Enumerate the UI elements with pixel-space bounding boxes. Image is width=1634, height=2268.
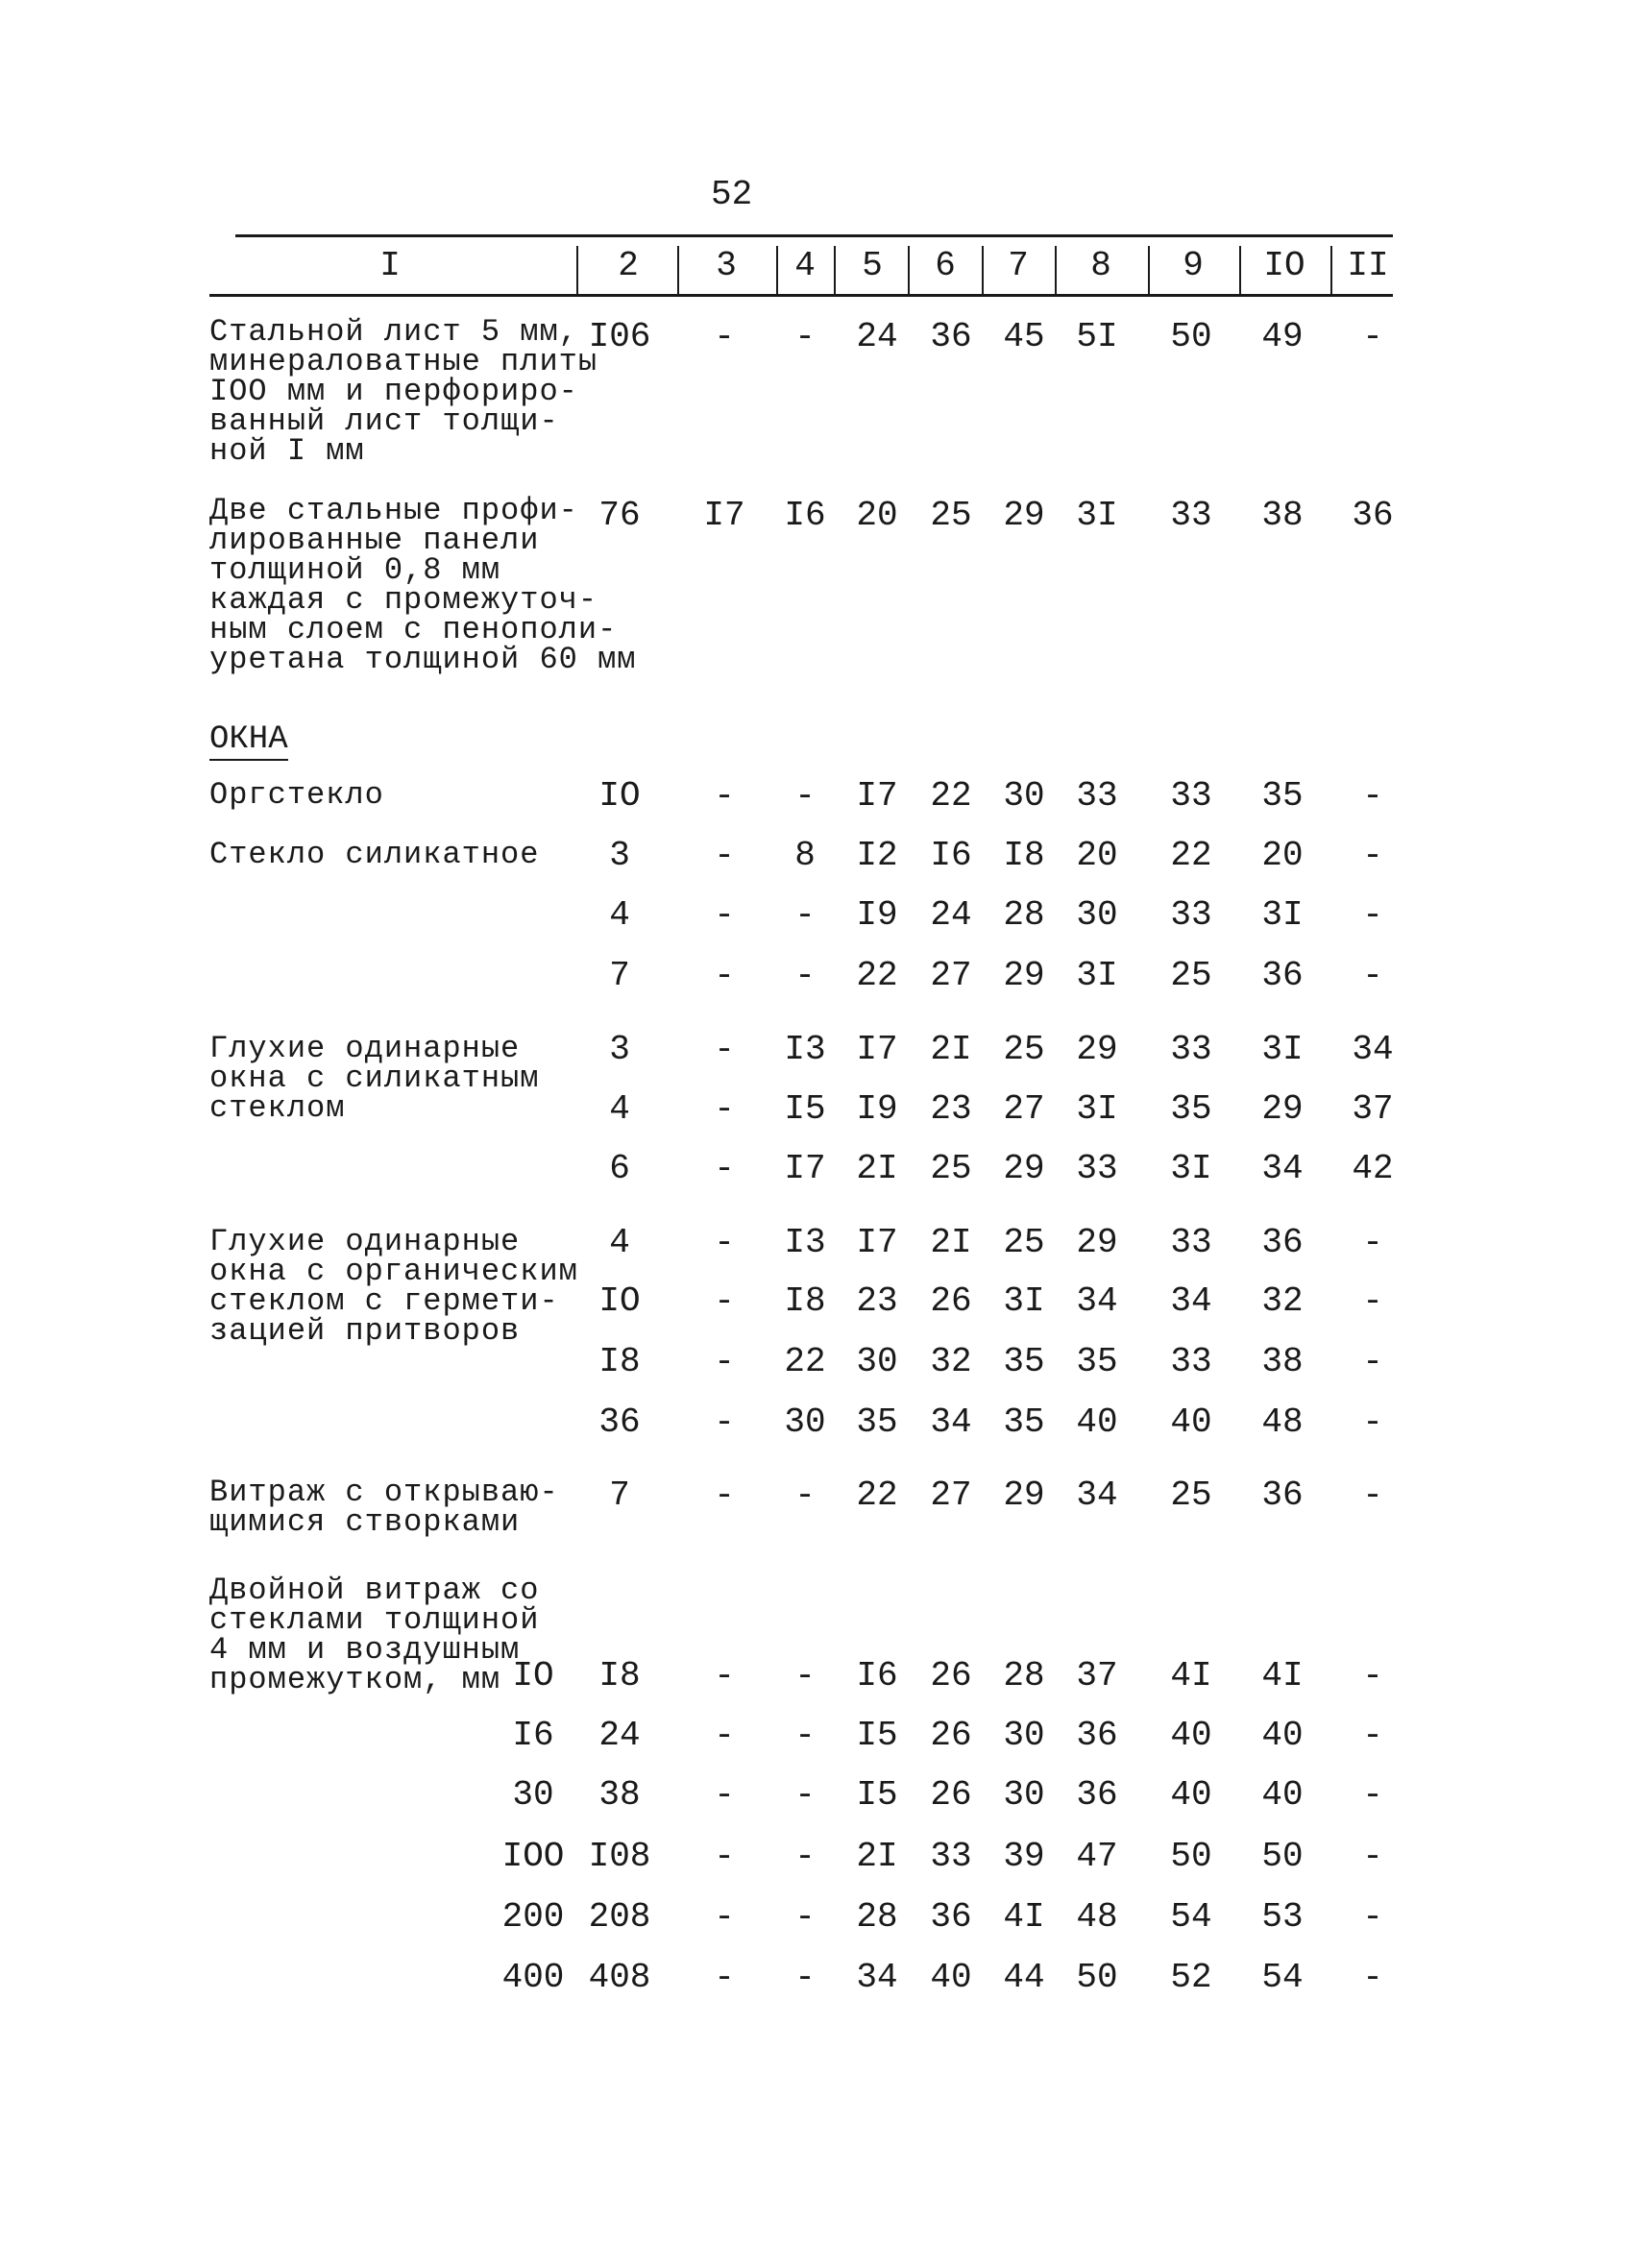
table-cell: 26 — [930, 1281, 972, 1321]
spacing-label: IOO — [501, 1837, 565, 1876]
table-cell: 3I — [1076, 496, 1118, 535]
header-divider — [576, 246, 578, 296]
table-cell: 3I — [1261, 1030, 1304, 1069]
table-cell: 29 — [1003, 1475, 1045, 1515]
table-cell: 8 — [794, 836, 816, 875]
table-cell: 36 — [1076, 1775, 1118, 1815]
table-cell: 3I — [1170, 1149, 1212, 1188]
table-cell: - — [794, 1837, 816, 1876]
table-cell: 49 — [1261, 317, 1304, 356]
table-cell: 30 — [1003, 776, 1045, 816]
row-description: Стекло силикатное — [209, 837, 540, 872]
table-cell: 4I — [1261, 1656, 1304, 1695]
spacing-label: 200 — [501, 1897, 565, 1937]
table-cell: - — [714, 956, 735, 995]
spacing-label: IO — [512, 1656, 554, 1695]
table-cell: - — [1362, 1897, 1383, 1937]
section-title: ОКНА — [209, 720, 288, 761]
table-cell: - — [714, 1402, 735, 1442]
table-cell: 3 — [609, 836, 630, 875]
table-cell: 40 — [1261, 1716, 1304, 1755]
table-cell: 25 — [1170, 1475, 1212, 1515]
table-cell: I5 — [856, 1716, 898, 1755]
table-cell: - — [1362, 317, 1383, 356]
table-cell: - — [1362, 956, 1383, 995]
table-cell: 3I — [1003, 1281, 1045, 1321]
table-cell: 26 — [930, 1775, 972, 1815]
header-divider — [982, 246, 984, 296]
table-cell: 28 — [856, 1897, 898, 1937]
table-cell: 52 — [1170, 1958, 1212, 1997]
table-cell: 38 — [1261, 496, 1304, 535]
table-cell: - — [1362, 895, 1383, 935]
table-cell: 40 — [930, 1958, 972, 1997]
table-cell: 408 — [588, 1958, 651, 1997]
table-cell: 28 — [1003, 1656, 1045, 1695]
table-cell: 37 — [1352, 1089, 1394, 1129]
table-cell: 23 — [856, 1281, 898, 1321]
table-cell: 38 — [598, 1775, 641, 1815]
table-cell: - — [794, 1775, 816, 1815]
table-cell: 33 — [1170, 1223, 1212, 1262]
table-cell: 34 — [1076, 1475, 1118, 1515]
table-cell: 50 — [1170, 317, 1212, 356]
table-cell: I5 — [784, 1089, 826, 1129]
table-cell: 23 — [930, 1089, 972, 1129]
row-description: Глухие одинарные окна с органическим стеклом с гермети- зацией притворов — [209, 1224, 578, 1349]
table-cell: 4I — [1170, 1656, 1212, 1695]
table-cell: I8 — [784, 1281, 826, 1321]
column-header-10: IO — [1263, 246, 1305, 285]
table-cell: - — [714, 1223, 735, 1262]
table-cell: 33 — [1170, 1342, 1212, 1381]
table-cell: - — [1362, 836, 1383, 875]
table-cell: - — [714, 1958, 735, 1997]
column-header-1: I — [379, 246, 401, 285]
table-cell: 76 — [598, 496, 641, 535]
table-cell: 54 — [1261, 1958, 1304, 1997]
table-cell: 30 — [1003, 1775, 1045, 1815]
table-cell: - — [714, 1716, 735, 1755]
table-cell: I3 — [784, 1223, 826, 1262]
table-cell: 34 — [856, 1958, 898, 1997]
table-cell: 30 — [1076, 895, 1118, 935]
table-cell: 4 — [609, 1089, 630, 1129]
table-cell: 40 — [1170, 1402, 1212, 1442]
table-cell: 48 — [1076, 1897, 1118, 1937]
row-description: Стальной лист 5 мм, минераловатные плиты IOO мм и перфориро- ванный лист толщи- ной I мм — [209, 314, 598, 469]
table-cell: 45 — [1003, 317, 1045, 356]
table-cell: 35 — [1261, 776, 1304, 816]
table-cell: - — [714, 317, 735, 356]
table-cell: I6 — [856, 1656, 898, 1695]
table-cell: 34 — [930, 1402, 972, 1442]
table-cell: - — [794, 1897, 816, 1937]
table-cell: 29 — [1003, 496, 1045, 535]
table-cell: - — [714, 836, 735, 875]
table-cell: 35 — [1170, 1089, 1212, 1129]
header-divider — [677, 246, 679, 296]
table-cell: 36 — [1261, 956, 1304, 995]
table-cell: I2 — [856, 836, 898, 875]
table-cell: 4 — [609, 895, 630, 935]
table-cell: 40 — [1076, 1402, 1118, 1442]
table-cell: - — [1362, 1716, 1383, 1755]
table-cell: - — [794, 956, 816, 995]
table-cell: 22 — [930, 776, 972, 816]
table-cell: 35 — [1076, 1342, 1118, 1381]
table-cell: 27 — [930, 956, 972, 995]
table-cell: I5 — [856, 1775, 898, 1815]
table-cell: 7 — [609, 1475, 630, 1515]
table-cell: IO — [598, 1281, 641, 1321]
row-description: Двойной витраж со стеклами толщиной 4 мм и воздушным промежутком, мм — [209, 1573, 540, 1697]
table-cell: - — [714, 1149, 735, 1188]
column-header-4: 4 — [794, 246, 816, 285]
table-cell: 3I — [1076, 956, 1118, 995]
table-cell: - — [1362, 1402, 1383, 1442]
spacing-label: 400 — [501, 1958, 565, 1997]
table-cell: 36 — [1352, 496, 1394, 535]
table-cell: - — [1362, 1342, 1383, 1381]
table-cell: - — [1362, 1281, 1383, 1321]
table-cell: 38 — [1261, 1342, 1304, 1381]
table-cell: - — [794, 1958, 816, 1997]
table-cell: 26 — [930, 1656, 972, 1695]
table-cell: 20 — [1076, 836, 1118, 875]
column-header-6: 6 — [935, 246, 956, 285]
table-cell: - — [714, 1837, 735, 1876]
table-cell: 25 — [1170, 956, 1212, 995]
table-cell: 36 — [1261, 1223, 1304, 1262]
table-cell: I08 — [588, 1837, 651, 1876]
table-cell: I6 — [930, 836, 972, 875]
table-cell: - — [1362, 1223, 1383, 1262]
table-cell: 34 — [1261, 1149, 1304, 1188]
table-cell: - — [714, 895, 735, 935]
table-cell: 6 — [609, 1149, 630, 1188]
table-cell: I7 — [784, 1149, 826, 1188]
table-cell: 22 — [784, 1342, 826, 1381]
table-cell: 22 — [1170, 836, 1212, 875]
table-cell: IO — [598, 776, 641, 816]
table-cell: 33 — [1170, 496, 1212, 535]
table-cell: 34 — [1170, 1281, 1212, 1321]
table-cell: I7 — [856, 776, 898, 816]
table-cell: 40 — [1170, 1775, 1212, 1815]
table-cell: I6 — [784, 496, 826, 535]
table-cell: 48 — [1261, 1402, 1304, 1442]
header-divider — [1330, 246, 1332, 296]
table-cell: - — [714, 1897, 735, 1937]
table-cell: 28 — [1003, 895, 1045, 935]
header-divider — [834, 246, 836, 296]
table-cell: 42 — [1352, 1149, 1394, 1188]
table-cell: 2I — [930, 1223, 972, 1262]
table-cell: 32 — [930, 1342, 972, 1381]
table-cell: 29 — [1076, 1030, 1118, 1069]
table-cell: - — [1362, 1958, 1383, 1997]
table-cell: 22 — [856, 956, 898, 995]
table-cell: 35 — [856, 1402, 898, 1442]
row-description: Две стальные профи- лированные панели толщиной 0,8 мм каждая с промежуточ- ным слоем с пенополи- уретана толщиной 60 мм — [209, 493, 637, 677]
table-cell: 27 — [930, 1475, 972, 1515]
table-cell: 29 — [1003, 956, 1045, 995]
table-cell: 4I — [1003, 1897, 1045, 1937]
column-header-3: 3 — [716, 246, 737, 285]
table-cell: 24 — [598, 1716, 641, 1755]
table-cell: - — [1362, 1837, 1383, 1876]
table-cell: - — [714, 1475, 735, 1515]
table-cell: I8 — [598, 1342, 641, 1381]
table-cell: 4 — [609, 1223, 630, 1262]
table-cell: I06 — [588, 317, 651, 356]
table-cell: 50 — [1076, 1958, 1118, 1997]
table-cell: 25 — [930, 496, 972, 535]
table-cell: - — [794, 317, 816, 356]
table-top-rule — [235, 234, 1393, 237]
table-cell: 30 — [784, 1402, 826, 1442]
table-cell: 208 — [588, 1897, 651, 1937]
column-header-2: 2 — [618, 246, 639, 285]
table-cell: 29 — [1076, 1223, 1118, 1262]
column-header-8: 8 — [1090, 246, 1111, 285]
table-cell: - — [714, 1342, 735, 1381]
table-cell: - — [1362, 1656, 1383, 1695]
table-cell: 36 — [930, 317, 972, 356]
table-cell: 33 — [1076, 1149, 1118, 1188]
table-cell: 26 — [930, 1716, 972, 1755]
table-cell: I9 — [856, 1089, 898, 1129]
table-cell: 29 — [1003, 1149, 1045, 1188]
table-cell: - — [794, 1475, 816, 1515]
spacing-label: 30 — [512, 1775, 554, 1815]
table-cell: 33 — [1170, 776, 1212, 816]
table-cell: I7 — [703, 496, 745, 535]
table-cell: 47 — [1076, 1837, 1118, 1876]
table-cell: 5I — [1076, 317, 1118, 356]
row-description: Глухие одинарные окна с силикатным стеклом — [209, 1031, 540, 1126]
table-cell: I8 — [1003, 836, 1045, 875]
table-cell: I9 — [856, 895, 898, 935]
table-cell: - — [714, 776, 735, 816]
column-header-9: 9 — [1183, 246, 1204, 285]
table-cell: 36 — [930, 1897, 972, 1937]
table-cell: - — [1362, 776, 1383, 816]
table-cell: - — [714, 1656, 735, 1695]
header-bottom-rule — [209, 294, 1393, 297]
table-cell: 34 — [1352, 1030, 1394, 1069]
table-cell: 39 — [1003, 1837, 1045, 1876]
table-cell: 22 — [856, 1475, 898, 1515]
table-cell: 27 — [1003, 1089, 1045, 1129]
table-cell: 50 — [1170, 1837, 1212, 1876]
table-cell: - — [794, 1656, 816, 1695]
table-cell: 2I — [856, 1149, 898, 1188]
table-cell: 25 — [930, 1149, 972, 1188]
table-cell: 7 — [609, 956, 630, 995]
table-cell: 35 — [1003, 1402, 1045, 1442]
table-cell: - — [794, 1716, 816, 1755]
table-cell: 20 — [856, 496, 898, 535]
table-cell: 34 — [1076, 1281, 1118, 1321]
table-cell: - — [714, 1775, 735, 1815]
table-cell: - — [1362, 1475, 1383, 1515]
table-cell: 30 — [856, 1342, 898, 1381]
table-cell: - — [714, 1089, 735, 1129]
page-number: 52 — [711, 175, 753, 214]
row-description: Оргстекло — [209, 777, 384, 813]
table-cell: I7 — [856, 1223, 898, 1262]
table-cell: I7 — [856, 1030, 898, 1069]
table-cell: 33 — [1170, 1030, 1212, 1069]
table-cell: 32 — [1261, 1281, 1304, 1321]
spacing-label: I6 — [512, 1716, 554, 1755]
table-cell: - — [714, 1281, 735, 1321]
table-cell: 33 — [930, 1837, 972, 1876]
column-header-11: II — [1347, 246, 1389, 285]
header-divider — [908, 246, 910, 296]
column-header-7: 7 — [1008, 246, 1029, 285]
table-cell: 3I — [1261, 895, 1304, 935]
table-cell: 40 — [1170, 1716, 1212, 1755]
table-cell: 54 — [1170, 1897, 1212, 1937]
table-cell: 3I — [1076, 1089, 1118, 1129]
table-cell: 29 — [1261, 1089, 1304, 1129]
table-cell: I3 — [784, 1030, 826, 1069]
table-cell: 30 — [1003, 1716, 1045, 1755]
column-header-5: 5 — [862, 246, 883, 285]
table-cell: 50 — [1261, 1837, 1304, 1876]
table-cell: - — [1362, 1775, 1383, 1815]
table-cell: 24 — [856, 317, 898, 356]
table-cell: I8 — [598, 1656, 641, 1695]
table-cell: - — [714, 1030, 735, 1069]
table-cell: 33 — [1076, 776, 1118, 816]
table-cell: 37 — [1076, 1656, 1118, 1695]
table-cell: 35 — [1003, 1342, 1045, 1381]
table-cell: 44 — [1003, 1958, 1045, 1997]
table-cell: 2I — [856, 1837, 898, 1876]
table-cell: 3 — [609, 1030, 630, 1069]
table-cell: 36 — [598, 1402, 641, 1442]
table-cell: 20 — [1261, 836, 1304, 875]
header-divider — [1239, 246, 1241, 296]
table-cell: 53 — [1261, 1897, 1304, 1937]
table-cell: 25 — [1003, 1030, 1045, 1069]
table-cell: 36 — [1076, 1716, 1118, 1755]
table-cell: 24 — [930, 895, 972, 935]
header-divider — [1055, 246, 1057, 296]
table-cell: 33 — [1170, 895, 1212, 935]
table-cell: - — [794, 776, 816, 816]
table-cell: - — [794, 895, 816, 935]
table-cell: 36 — [1261, 1475, 1304, 1515]
header-divider — [1148, 246, 1150, 296]
table-cell: 2I — [930, 1030, 972, 1069]
table-cell: 40 — [1261, 1775, 1304, 1815]
table-cell: 25 — [1003, 1223, 1045, 1262]
row-description: Витраж с открываю- щимися створками — [209, 1475, 559, 1540]
